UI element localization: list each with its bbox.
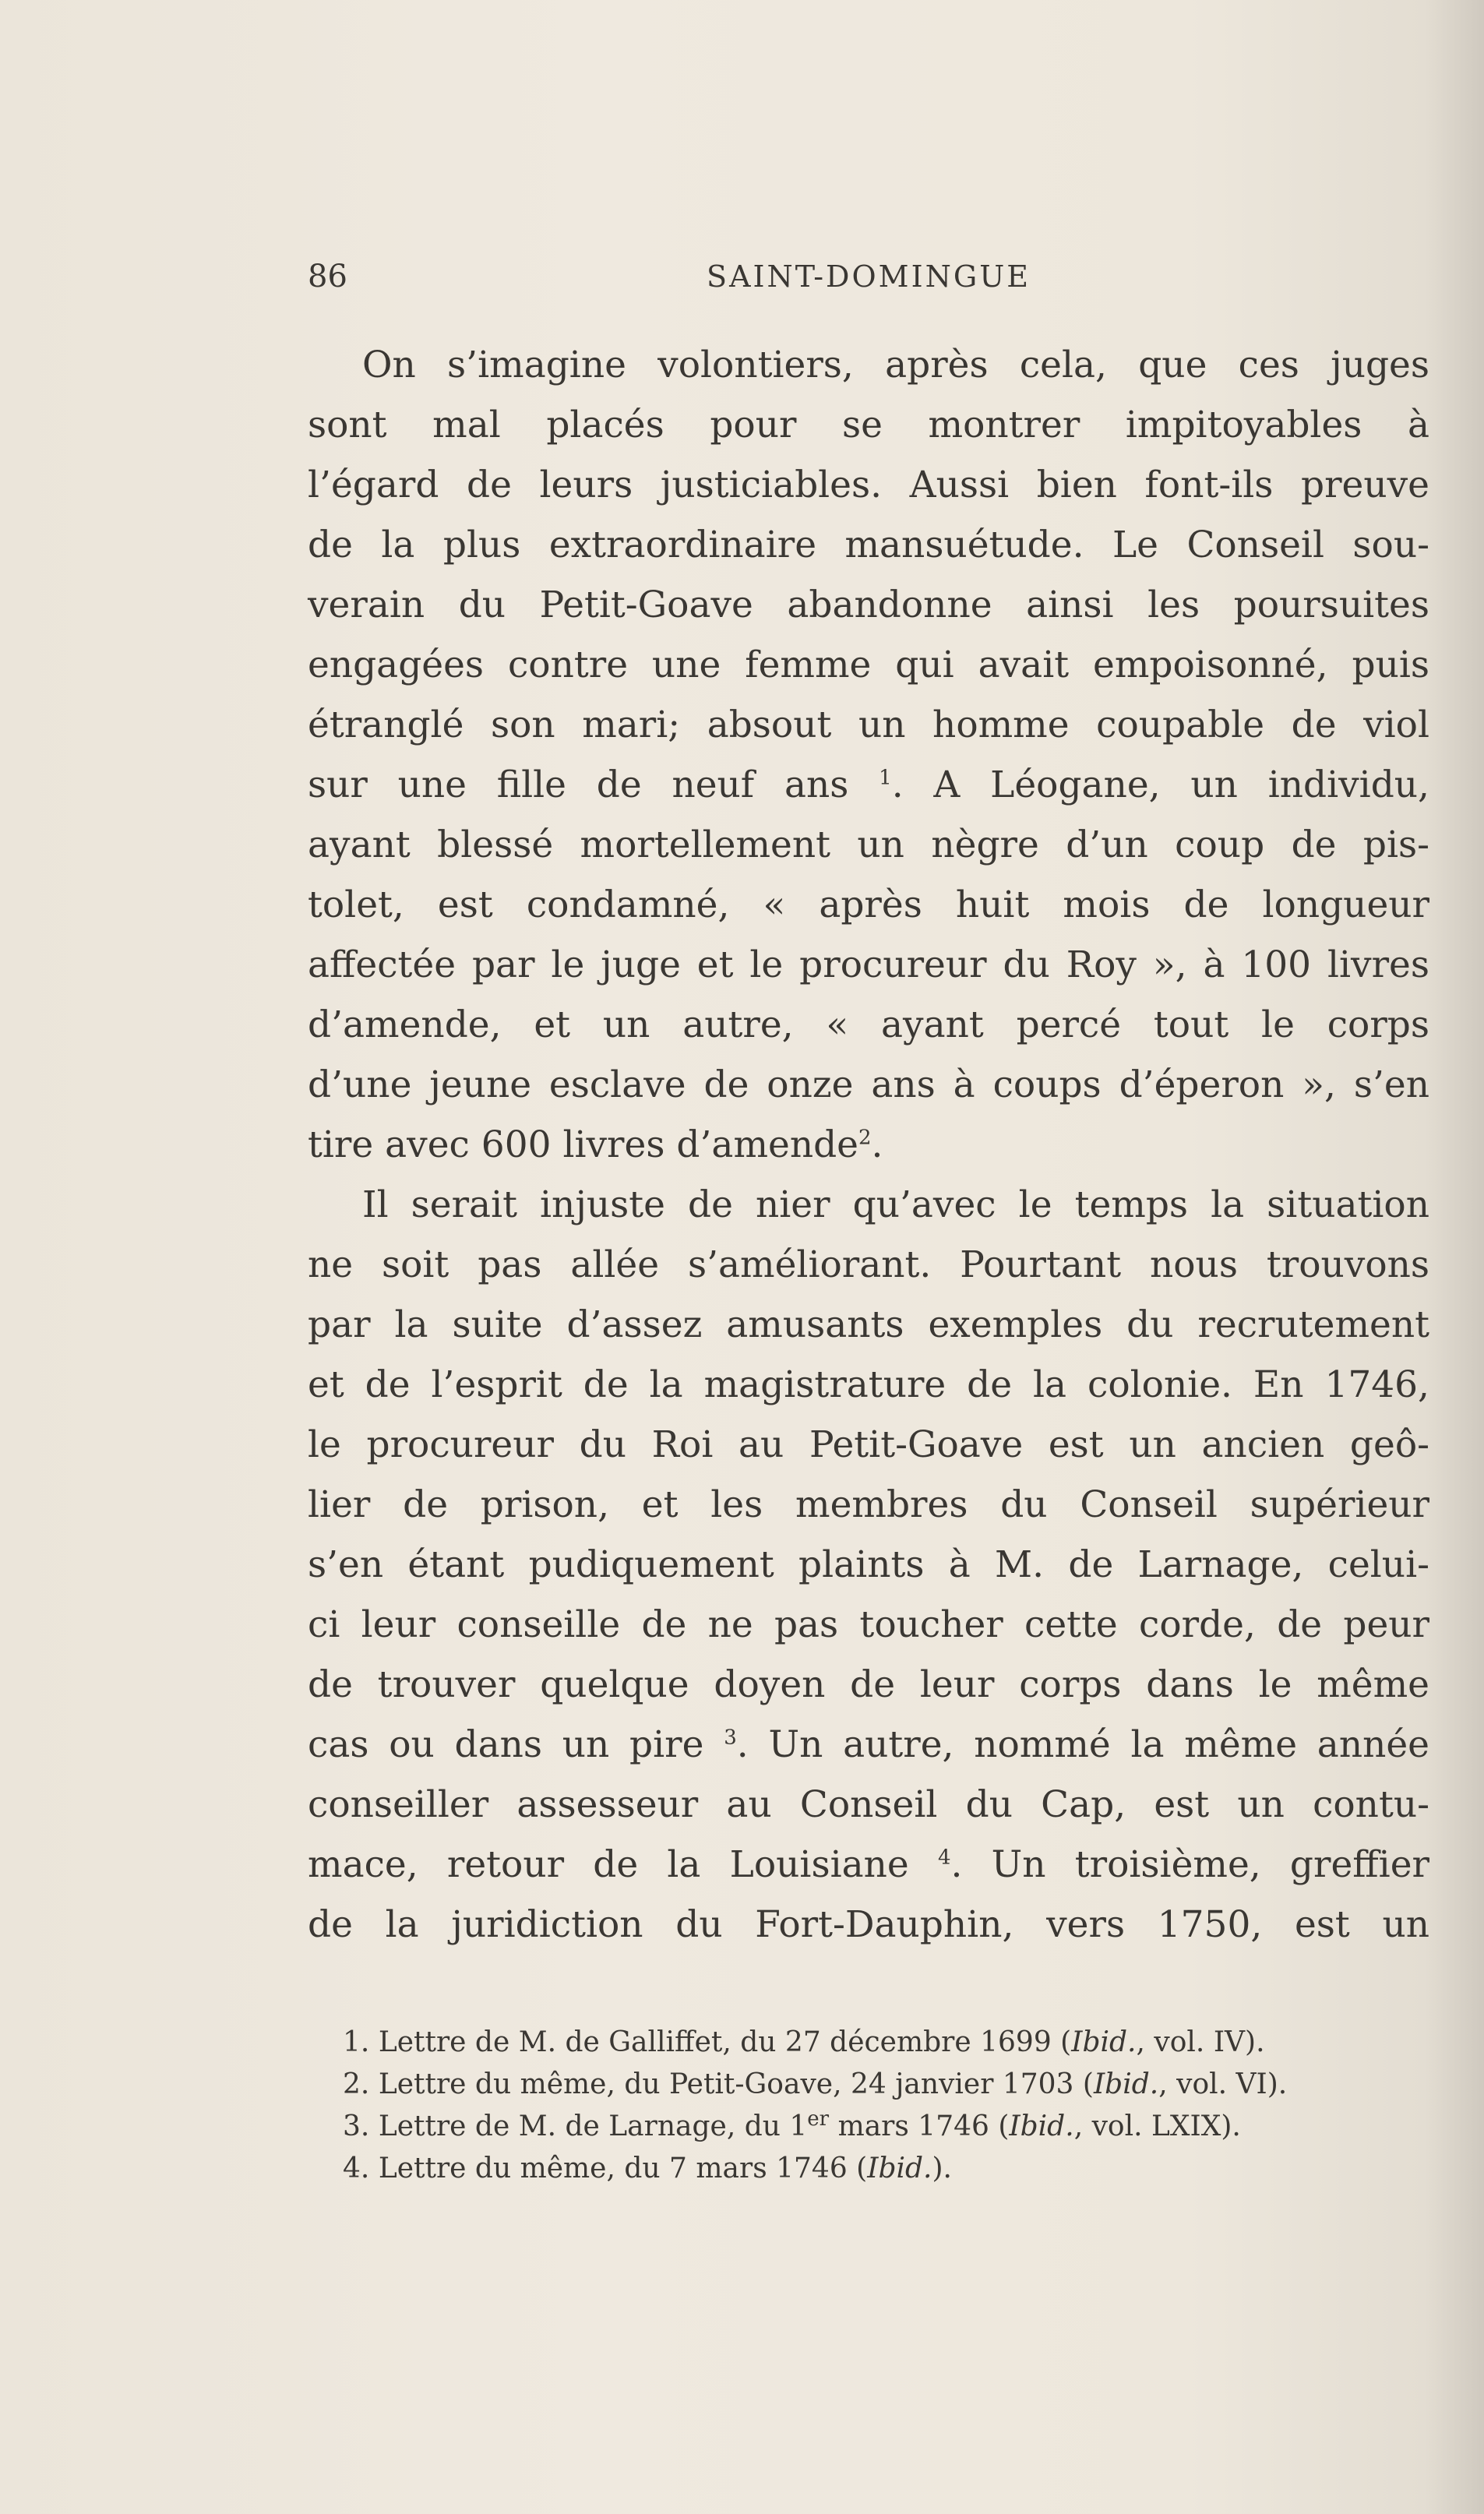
footnote-ibid: Ibid. — [867, 2153, 932, 2184]
footnote-ibid: Ibid. — [1093, 2068, 1159, 2100]
footnote-number: 2. — [343, 2068, 370, 2100]
footnote-tail: , vol. LXIX). — [1073, 2110, 1241, 2142]
text-line — [308, 1715, 1429, 1775]
text-line: de la juridiction du Fort-Dauphin, vers 1750, est un — [308, 1903, 1429, 1946]
footnote-ref: 4 — [937, 1846, 951, 1870]
footnote-text: Lettre du même, du 7 mars 1746 ( — [378, 2153, 868, 2184]
text-line: de la plus extraordinaire mansuétude. Le Conseil sou- — [308, 524, 1429, 566]
text-segment: . A Léogane, un individu, — [891, 763, 1429, 806]
text-segment: mace, retour de la Louisiane — [308, 1843, 909, 1886]
text-line: lier de prison, et les membres du Conseil supérieur — [308, 1483, 1429, 1526]
text-line — [308, 1115, 1429, 1175]
text-line: Il serait injuste de nier qu’avec le temps la situation — [362, 1183, 1429, 1226]
footnotes — [343, 2022, 1426, 2190]
text-segment: . Un troisième, greffier — [950, 1843, 1429, 1886]
footnote — [343, 2064, 1426, 2106]
footnote-text: Lettre de M. de Galliffet, du 27 décembre 1699 ( — [378, 2026, 1072, 2058]
footnote-number: 1. — [343, 2026, 370, 2058]
footnote-ref: 1 — [879, 766, 892, 790]
text-line: et de l’esprit de la magistrature de la colonie. En 1746, — [308, 1363, 1429, 1406]
footnote-ibid: Ibid. — [1071, 2026, 1137, 2058]
text-line: tolet, est condamné, « après huit mois de longueur — [308, 883, 1429, 926]
text-line: ci leur conseille de ne pas toucher cette corde, de peur — [308, 1603, 1429, 1646]
footnote-sup: er — [807, 2107, 830, 2131]
text-line: d’une jeune esclave de onze ans à coups d’éperon », s’en — [308, 1063, 1429, 1106]
text-line: s’en étant pudiquement plaints à M. de Larnage, celui- — [308, 1543, 1429, 1586]
footnote-text: mars 1746 ( — [829, 2110, 1010, 2142]
text-line: de trouver quelque doyen de leur corps dans le même — [308, 1663, 1429, 1706]
text-segment: sur une fille de neuf ans — [308, 763, 849, 806]
text-segment: . Un autre, nommé la même année — [736, 1723, 1429, 1766]
text-line — [308, 1835, 1429, 1895]
main-text — [308, 335, 1429, 1955]
text-line: affectée par le juge et le procureur du Roy », à 100 livres — [308, 943, 1429, 986]
text-line: d’amende, et un autre, « ayant percé tout le corps — [308, 1003, 1429, 1046]
text-line: étranglé son mari; absout un homme coupable de viol — [308, 703, 1429, 746]
footnote-ref: 2 — [858, 1126, 872, 1150]
footnote-ibid: Ibid. — [1009, 2110, 1074, 2142]
text-line: ne soit pas allée s’améliorant. Pourtant nous trouvons — [308, 1243, 1429, 1286]
footnote-tail: ). — [932, 2153, 952, 2184]
text-segment: tire avec 600 livres d’amende — [308, 1123, 858, 1166]
running-title: SAINT-DOMINGUE — [707, 259, 1031, 294]
footnote-tail: , vol. IV). — [1136, 2026, 1265, 2058]
text-line: conseiller assesseur au Conseil du Cap, est un contu- — [308, 1783, 1429, 1826]
text-line: engagées contre une femme qui avait empoisonné, puis — [308, 643, 1429, 686]
footnote-ref: 3 — [724, 1726, 737, 1750]
text-line: l’égard de leurs justiciables. Aussi bien font-ils preuve — [308, 464, 1429, 506]
footnote-tail: , vol. VI). — [1158, 2068, 1288, 2100]
footnote — [343, 2106, 1426, 2148]
text-line — [308, 755, 1429, 815]
text-line: verain du Petit-Goave abandonne ainsi les poursuites — [308, 584, 1429, 626]
page-header — [308, 257, 1429, 296]
footnote-text: Lettre de M. de Larnage, du 1 — [378, 2110, 808, 2142]
text-line: On s’imagine volontiers, après cela, que ces juges — [362, 344, 1429, 386]
text-segment: . — [871, 1123, 883, 1166]
text-line: le procureur du Roi au Petit-Goave est un ancien geô- — [308, 1423, 1429, 1466]
footnote-number: 3. — [343, 2110, 370, 2142]
page-number: 86 — [308, 259, 347, 294]
text-line: par la suite d’assez amusants exemples du recrutement — [308, 1303, 1429, 1346]
text-line: sont mal placés pour se montrer impitoyables à — [308, 404, 1429, 446]
text-line: ayant blessé mortellement un nègre d’un coup de pis- — [308, 823, 1429, 866]
text-segment: cas ou dans un pire — [308, 1723, 704, 1766]
footnote — [343, 2148, 1426, 2190]
footnote-number: 4. — [343, 2153, 370, 2184]
footnote-text: Lettre du même, du Petit-Goave, 24 janvier 1703 ( — [378, 2068, 1094, 2100]
footnote — [343, 2022, 1426, 2064]
